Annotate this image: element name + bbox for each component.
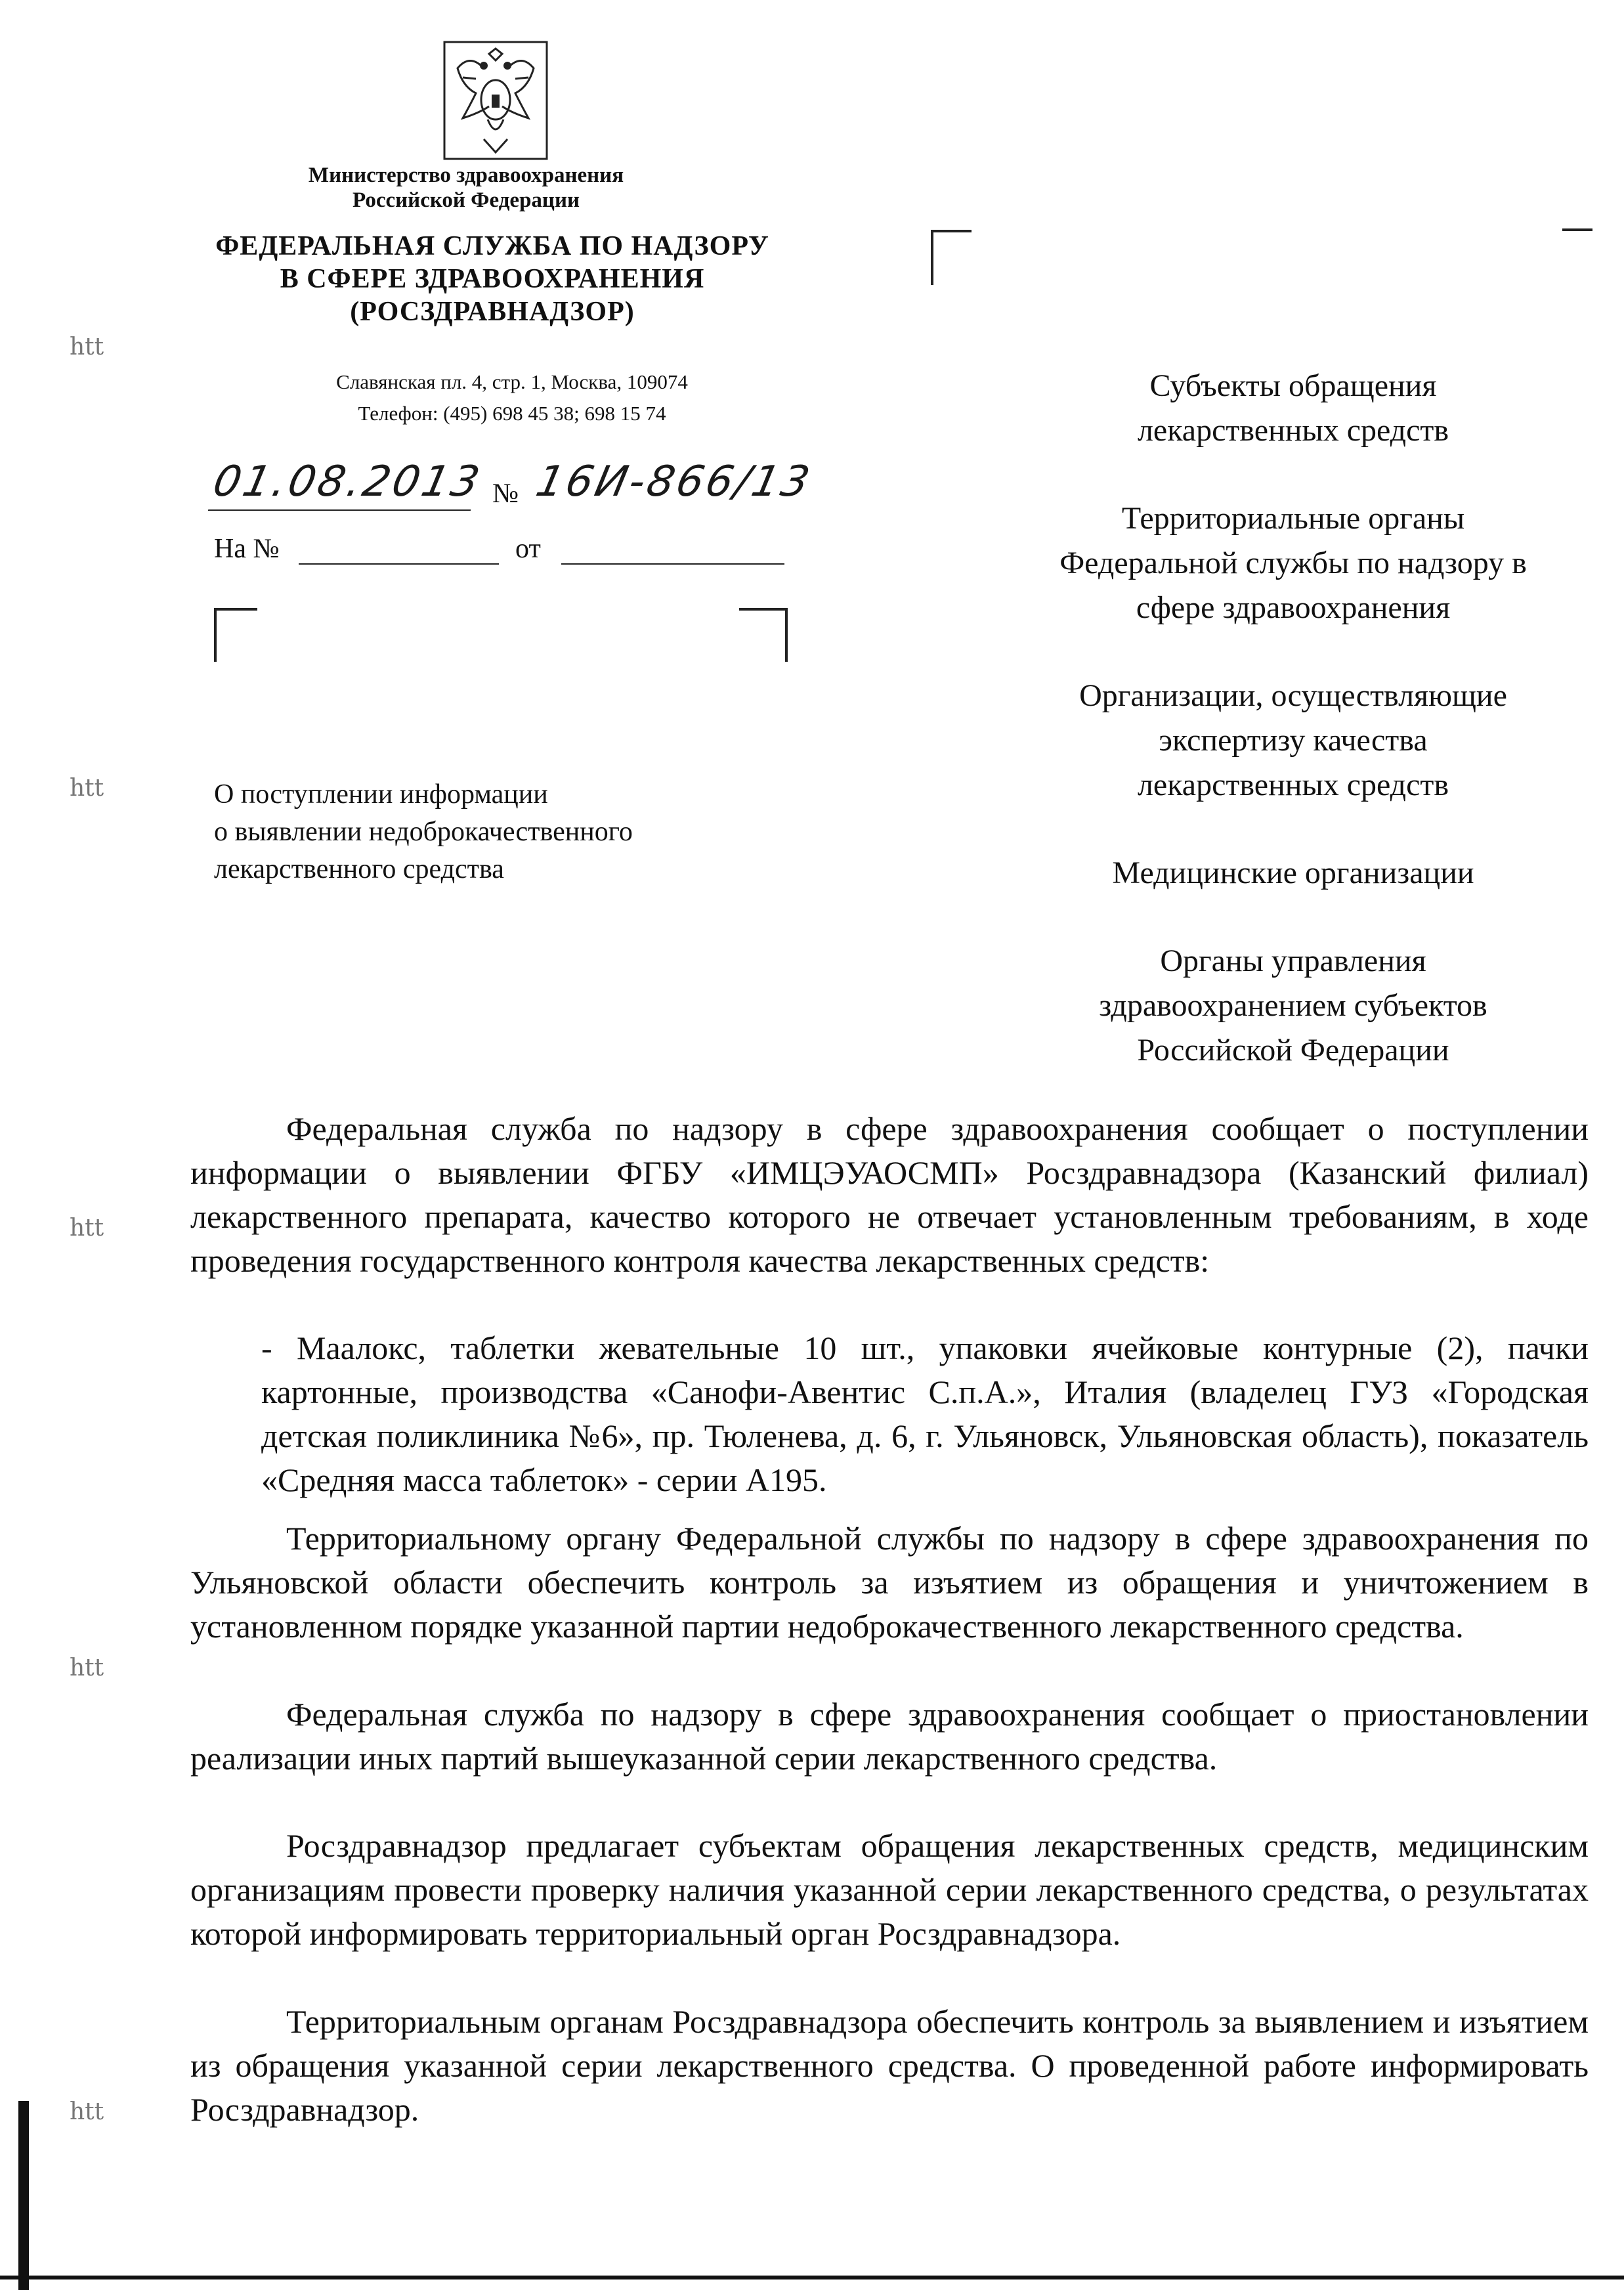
subject-line: лекарственного средства bbox=[214, 854, 504, 884]
item-text: - Маалокс, таблетки жевательные 10 шт., упаковки ячейковые контурные (2), пачки картонные, производства «Санофи-Авентис С.п.А.», Италия (владелец ГУЗ «Городская детская поликлиника №6», пр. Тюленева, д. 6, г. Ульяновск, Ульяновская область), показатель «Средняя масса таблеток» - серии A195. bbox=[261, 1329, 1589, 1498]
paragraph-text: Федеральная служба по надзору в сфере здравоохранения сообщает о приостановлении реализации иных партий вышеуказанной серии лекарственного средства. bbox=[190, 1696, 1589, 1777]
address-corner-right-mark bbox=[1562, 228, 1592, 234]
ministry-line-2: Российской Федерации bbox=[353, 188, 580, 212]
subject-line: о выявлении недоброкачественного bbox=[214, 817, 633, 847]
recipient-line: Организации, осуществляющие bbox=[1079, 678, 1507, 713]
number-handwritten: 16И-866/13 bbox=[532, 458, 817, 506]
paragraph-text: Федеральная служба по надзору в сфере здравоохранения сообщает о поступлении информации о выявлении ФГБУ «ИМЦЭУАОСМП» Росздравнадзора (Казанский филиал) лекарственного препарата, качество которого не отвечает установленным требованиям, в ходе проведения государственного контроля качества лекарственных средств: bbox=[190, 1110, 1589, 1279]
body-paragraph-2 bbox=[190, 1517, 1589, 1649]
recipient-line: Субъекты обращения bbox=[1149, 368, 1437, 403]
body-paragraph-1 bbox=[190, 1107, 1589, 1283]
body-paragraph-5 bbox=[190, 2000, 1589, 2132]
recipient-line: Медицинские организации bbox=[1112, 855, 1474, 890]
recipient-line: здравоохранением субъектов bbox=[1099, 988, 1487, 1023]
recipient-line: Российской Федерации bbox=[1137, 1033, 1449, 1068]
recipient-line: сфере здравоохранения bbox=[1136, 590, 1451, 625]
scan-edge-bar bbox=[18, 2101, 29, 2290]
service-line-2: В СФЕРЕ ЗДРАВООХРАНЕНИЯ bbox=[280, 264, 705, 294]
subject-corner-right bbox=[739, 608, 788, 662]
paragraph-text: Территориальному органу Федеральной службы по надзору в сфере здравоохранения по Ульяновской области обеспечить контроль за изъятием из обращения и уничтожением в установленном порядке указанной партии недоброкачественного лекарственного средства. bbox=[190, 1520, 1589, 1645]
date-handwritten: 01.08.2013 bbox=[208, 454, 482, 511]
body-paragraph-3 bbox=[190, 1693, 1589, 1781]
recipient-line: экспертизу качества bbox=[1159, 723, 1428, 758]
reply-date-line bbox=[561, 563, 784, 565]
service-name bbox=[177, 230, 807, 328]
paragraph-text: Территориальным органам Росздравнадзора обеспечить контроль за выявлением и изъятием из обращения указанной серии лекарственного средства. О проведенной работе информировать Росздравнадзор. bbox=[190, 2003, 1589, 2128]
margin-mark: htt bbox=[70, 1654, 104, 1681]
defective-drug-item bbox=[261, 1326, 1589, 1502]
paragraph-text: Росздравнадзор предлагает субъектам обращения лекарственных средств, медицинским организациям провести проверку наличия указанной серии лекарственного средства, о результатах которой информировать территориальный орган Росздравнадзора. bbox=[190, 1827, 1589, 1952]
address-block bbox=[217, 366, 807, 429]
recipient-line: Федеральной службы по надзору в bbox=[1059, 546, 1527, 580]
reply-label: На № bbox=[214, 534, 280, 564]
coat-of-arms-icon bbox=[443, 41, 548, 160]
recipient-line: Территориальные органы bbox=[1121, 501, 1465, 536]
recipient-line: Органы управления bbox=[1160, 943, 1426, 978]
margin-mark: htt bbox=[70, 334, 104, 360]
subject-block bbox=[214, 776, 805, 888]
ministry-name bbox=[217, 163, 716, 213]
recipient-line: лекарственных средств bbox=[1137, 413, 1449, 448]
service-line-1: ФЕДЕРАЛЬНАЯ СЛУЖБА ПО НАДЗОРУ bbox=[215, 231, 769, 261]
address-line: Славянская пл. 4, стр. 1, Москва, 109074 bbox=[336, 370, 688, 393]
margin-mark: htt bbox=[70, 1215, 104, 1242]
number-sign: № bbox=[492, 479, 519, 509]
ministry-line-1: Министерство здравоохранения bbox=[308, 163, 624, 187]
recipients-block bbox=[985, 364, 1602, 1073]
service-line-3: (РОСЗДРАВНАДЗОР) bbox=[350, 297, 635, 327]
from-label: от bbox=[515, 534, 541, 564]
subject-line: О поступлении информации bbox=[214, 779, 548, 810]
address-corner-left bbox=[931, 230, 972, 285]
reply-number-line bbox=[299, 563, 499, 565]
margin-mark: htt bbox=[70, 2098, 104, 2125]
recipient-line: лекарственных средств bbox=[1137, 767, 1449, 802]
margin-mark: htt bbox=[70, 775, 104, 802]
scan-bottom-edge bbox=[0, 2276, 1624, 2279]
subject-corner-left bbox=[214, 608, 257, 662]
phone-line: Телефон: (495) 698 45 38; 698 15 74 bbox=[358, 402, 666, 425]
body-paragraph-4 bbox=[190, 1824, 1589, 1956]
